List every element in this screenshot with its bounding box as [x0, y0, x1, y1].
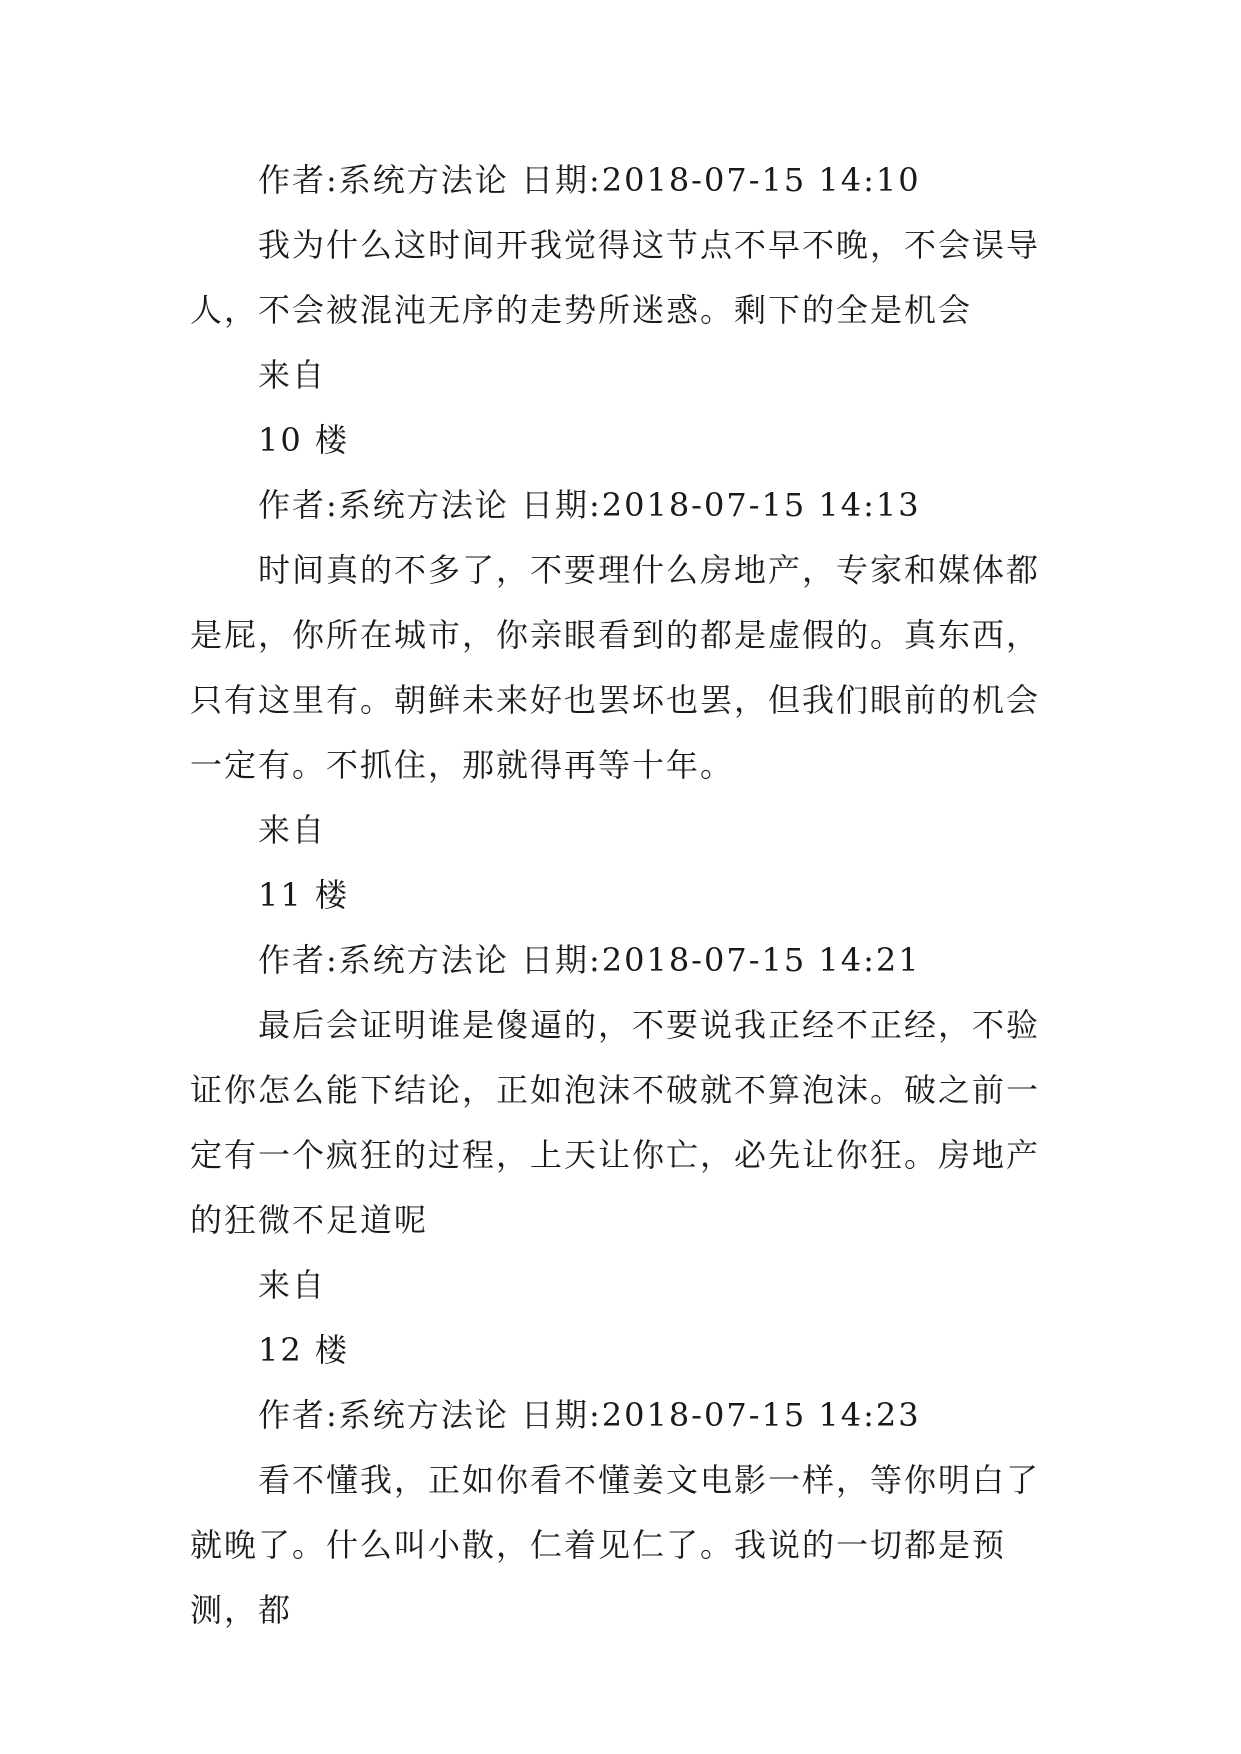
post-body: 我为什么这时间开我觉得这节点不早不晚，不会误导人，不会被混沌无序的走势所迷惑。剩下的全是机会 [190, 226, 1041, 329]
floor-number: 10 楼 [258, 421, 349, 459]
post-meta: 作者:系统方法论 日期:2018-07-15 14:13 [258, 486, 921, 524]
post-body: 时间真的不多了，不要理什么房地产，专家和媒体都是屁，你所在城市，你亲眼看到的都是虚假的。真东西，只有这里有。朝鲜未来好也罢坏也罢，但我们眼前的机会一定有。不抓住，那就得再等十年。 [190, 551, 1041, 784]
post-meta: 作者:系统方法论 日期:2018-07-15 14:23 [258, 1396, 921, 1434]
post-source-label: 来自 [258, 1266, 327, 1304]
forum-thread-text [190, 148, 1054, 1643]
post-body: 看不懂我，正如你看不懂姜文电影一样，等你明白了就晚了。什么叫小散，仁着见仁了。我说的一切都是预测，都 [190, 1461, 1041, 1629]
floor-number: 11 楼 [258, 876, 349, 914]
post-meta: 作者:系统方法论 日期:2018-07-15 14:21 [258, 941, 921, 979]
post-body: 最后会证明谁是傻逼的，不要说我正经不正经，不验证你怎么能下结论，正如泡沫不破就不算泡沫。破之前一定有一个疯狂的过程，上天让你亡，必先让你狂。房地产的狂微不足道呢 [190, 1006, 1041, 1239]
post-meta: 作者:系统方法论 日期:2018-07-15 14:10 [258, 161, 921, 199]
floor-number: 12 楼 [258, 1331, 349, 1369]
post-source-label: 来自 [258, 811, 327, 849]
post-source-label: 来自 [258, 356, 327, 394]
